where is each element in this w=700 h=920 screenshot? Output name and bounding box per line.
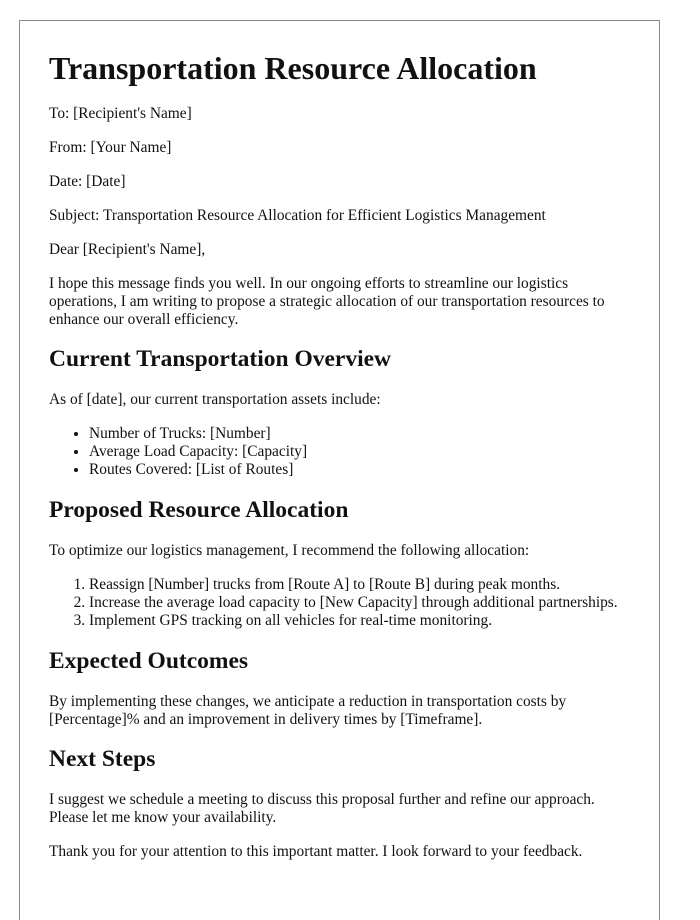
outcomes-text: By implementing these changes, we anticipate a reduction in transportation costs by [Percentage]% and an improvement in delivery times by [Timeframe]. [49,693,567,728]
allocation-text: To optimize our logistics management, I recommend the following allocation: [49,542,530,559]
list-item: 3. Implement GPS tracking on all vehicles for real-time monitoring. [89,612,630,630]
list-item: 1. Reassign [Number] trucks from [Route A] to [Route B] during peak months. [89,576,630,594]
allocation-heading: Proposed Resource Allocation [49,497,349,523]
outcomes-heading: Expected Outcomes [49,648,249,674]
allocation-list [49,576,630,630]
list-item: 2. Increase the average load capacity to [New Capacity] through additional partnerships. [89,594,630,612]
overview-list [49,425,630,479]
date-line: Date: [Date] [49,173,126,190]
list-item: • Average Load Capacity: [Capacity] [89,443,630,461]
intro-paragraph: I hope this message finds you well. In our ongoing efforts to streamline our logistics operations, I am writing to propose a strategic allocation of our transportation resources to enhance our overall efficiency. [49,275,605,328]
to-line: To: [Recipient's Name] [49,105,192,122]
subject-line: Subject: Transportation Resource Allocation for Efficient Logistics Management [49,207,546,224]
from-line: From: [Your Name] [49,139,172,156]
closing-paragraph: Thank you for your attention to this important matter. I look forward to your feedback. [49,843,583,860]
list-item: • Number of Trucks: [Number] [89,425,630,443]
next-steps-heading: Next Steps [49,746,156,772]
next-steps-text: I suggest we schedule a meeting to discuss this proposal further and refine our approach. Please let me know your availability. [49,791,595,826]
list-item: • Routes Covered: [List of Routes] [89,461,630,479]
overview-text: As of [date], our current transportation assets include: [49,391,381,408]
page-title: Transportation Resource Allocation [49,50,537,86]
overview-heading: Current Transportation Overview [49,346,392,372]
salutation: Dear [Recipient's Name], [49,241,206,258]
letter-page [19,20,660,920]
